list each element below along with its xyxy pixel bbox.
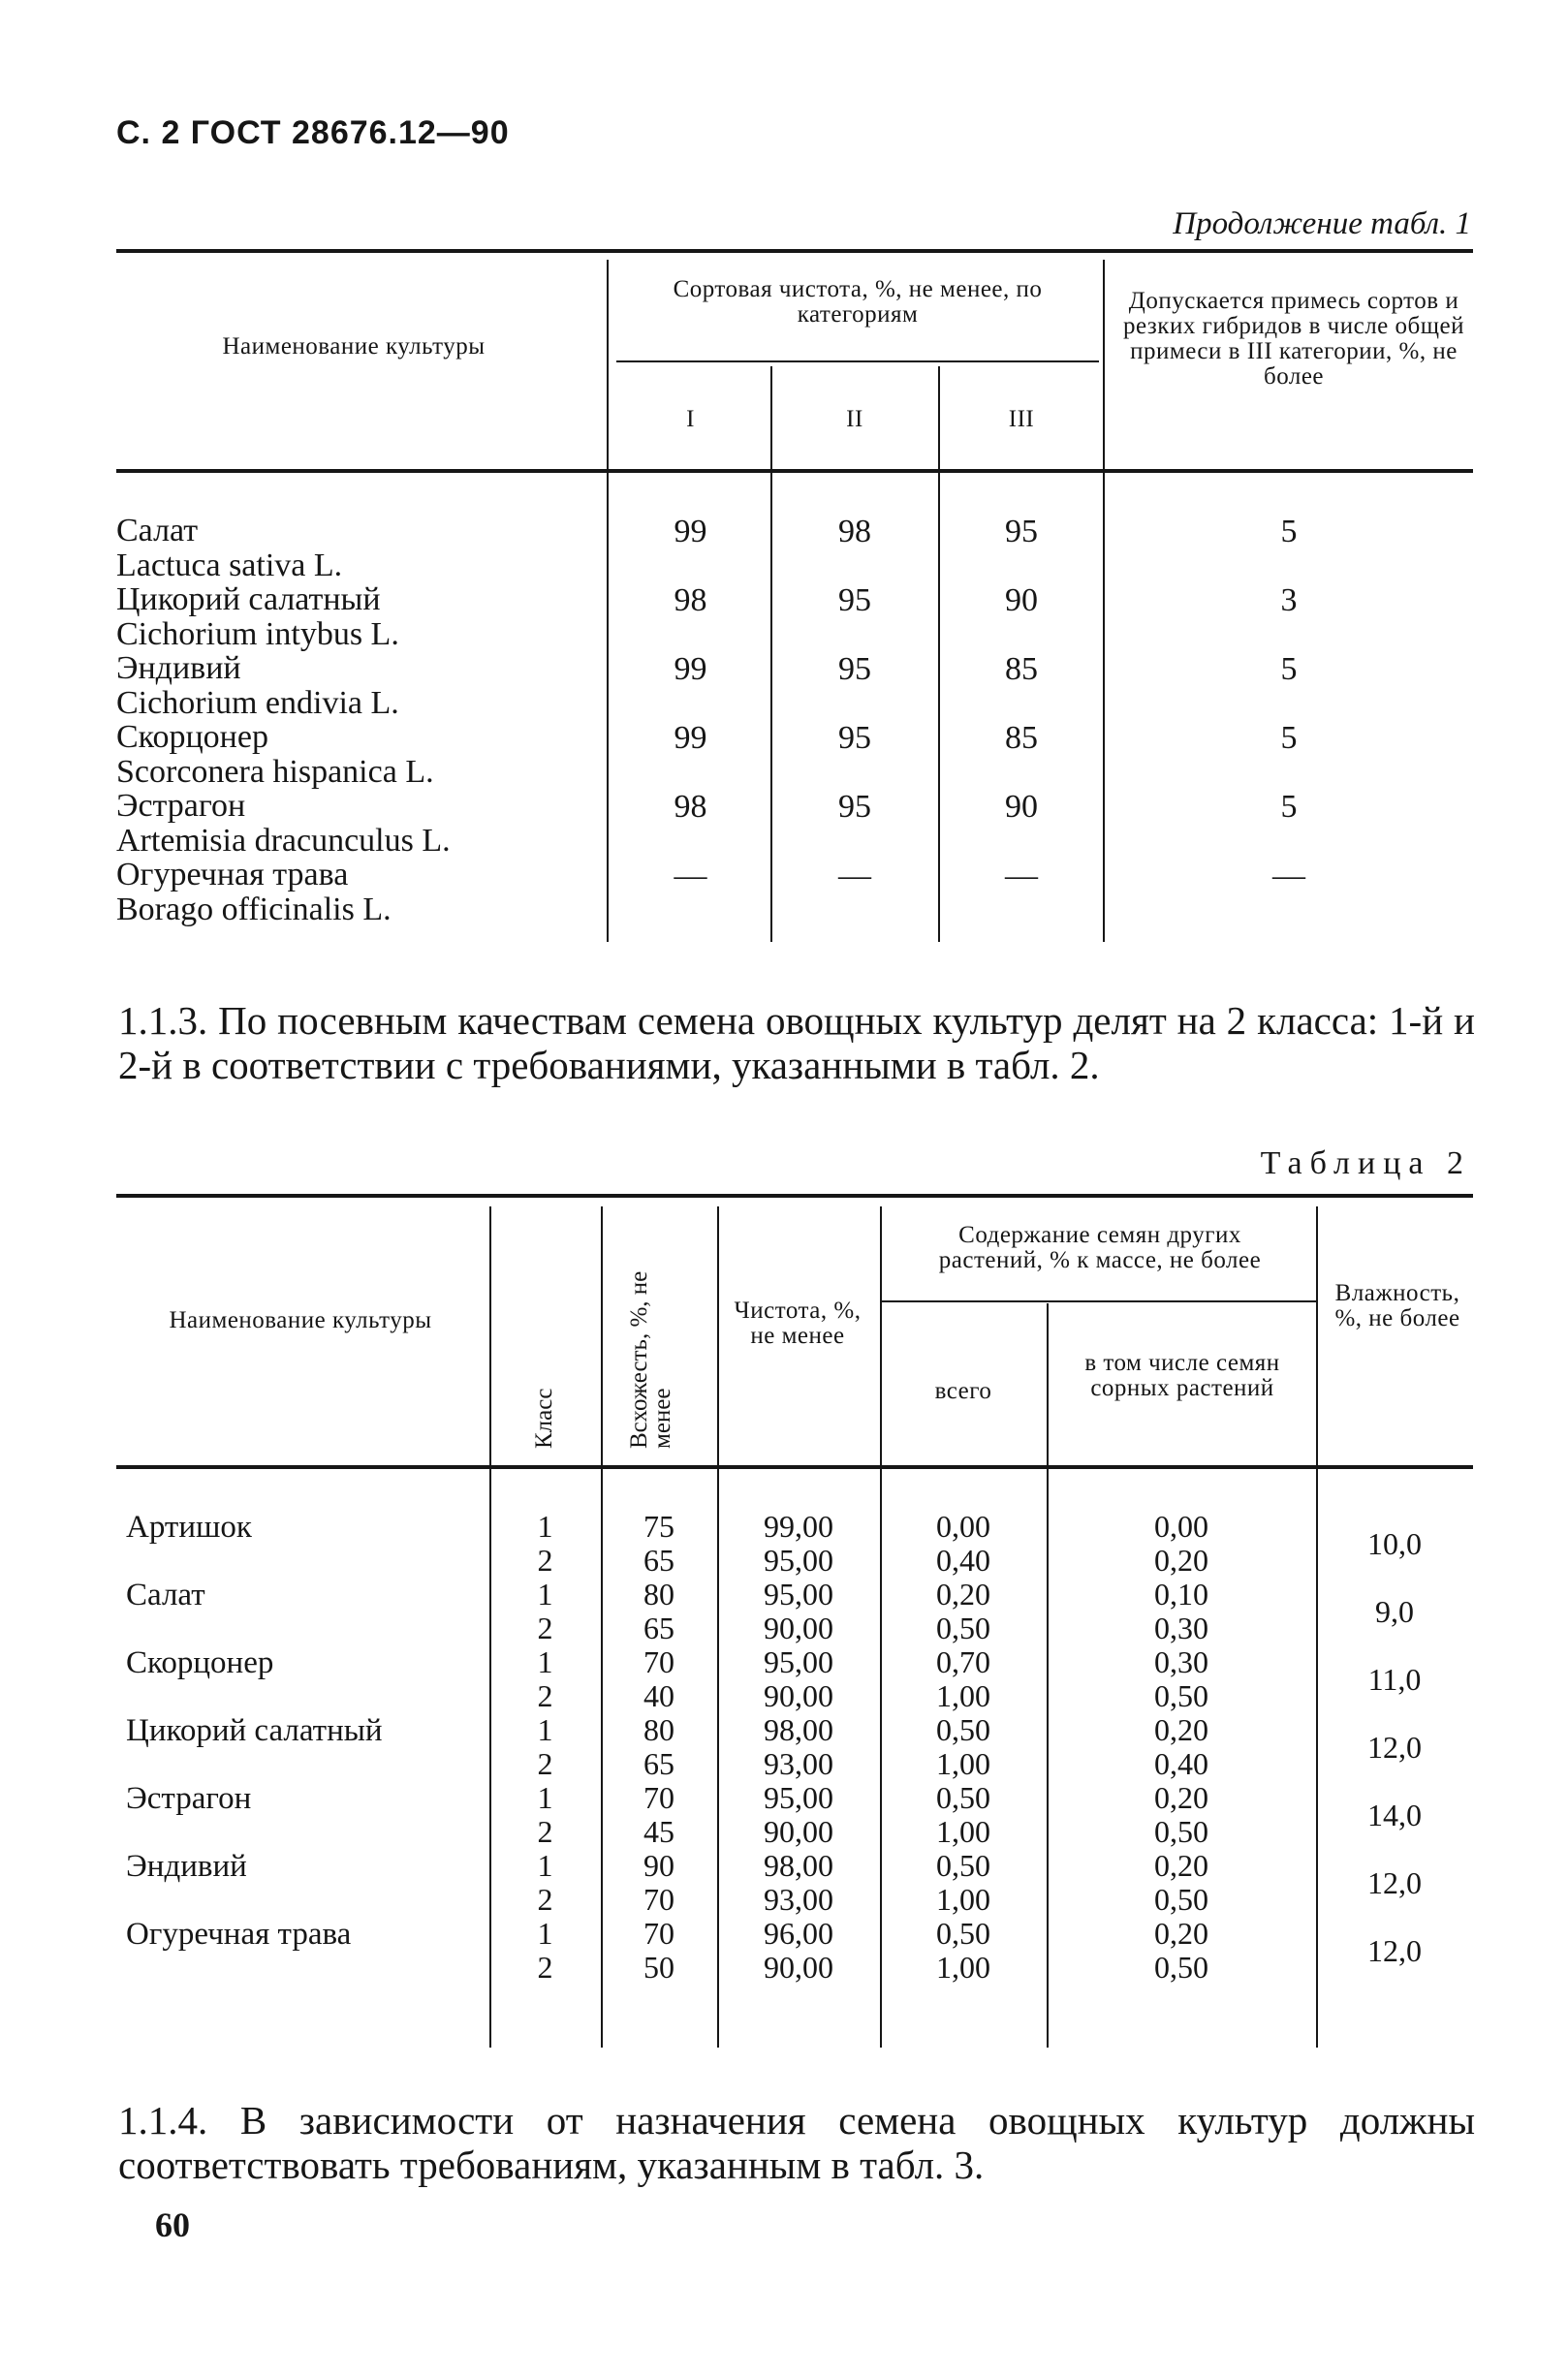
table2-cell-klass: 1 2 [537, 1509, 553, 1578]
table1-row-name: Салат [116, 513, 199, 548]
table1-cell-admix: 3 [1280, 582, 1298, 618]
table2-cell-germ: 80 65 [643, 1577, 674, 1645]
table1-cell-c2: 95 [838, 651, 871, 687]
table2-cell-klass: 1 2 [537, 1712, 553, 1781]
table2-cell-weeds: 0,10 0,30 [1154, 1577, 1208, 1645]
page-header: С. 2 ГОСТ 28676.12—90 [116, 114, 510, 151]
table1-header-purity: Сортовая чистота, %, не менее, по категориям [673, 276, 1043, 328]
table2-header-other: Содержание семян других растений, % к массе, не более [938, 1222, 1262, 1273]
table1-row-name: Эндивий [116, 650, 241, 686]
table1-row-latin: Cichorium endivia L. [116, 685, 399, 721]
table2-cell-weeds: 0,30 0,50 [1154, 1644, 1208, 1713]
table2-cell-germ: 75 65 [643, 1509, 674, 1578]
table1-col-line [1103, 260, 1105, 942]
paragraph-1-1-4: 1.1.4. В зависимости от назначения семена овощных культур должны соответствовать требованиям, указанным в табл. 3. [118, 2098, 1475, 2187]
table2-cell-moist: 9,0 [1375, 1594, 1414, 1629]
table1-cell-c1: 98 [674, 582, 707, 618]
table2-cell-germ: 80 65 [643, 1712, 674, 1781]
table1-row-name: Огуречная трава [116, 857, 349, 892]
table2-top-rule [116, 1194, 1473, 1198]
table1-cell-c2: 95 [838, 720, 871, 756]
table1-col-line [607, 260, 609, 942]
table1-cell-c1: — [674, 858, 707, 893]
table2-header-name: Наименование культуры [169, 1307, 432, 1333]
table1-cell-c3: 85 [1005, 720, 1038, 756]
table2-subheader-rule [882, 1300, 1316, 1302]
table1-cell-c2: 95 [838, 789, 871, 825]
table2-cell-purity: 95,00 90,00 [764, 1780, 833, 1849]
table2-cell-total: 0,50 1,00 [936, 1780, 990, 1849]
table2-header-germ: Всхожесть, %, не менее [626, 1270, 675, 1449]
table1-cell-c3: 85 [1005, 651, 1038, 687]
table2-cell-purity: 96,00 90,00 [764, 1916, 833, 1985]
table2-title: Таблица 2 [1260, 1145, 1471, 1181]
table2-row-name: Цикорий салатный [126, 1713, 383, 1748]
table2-cell-moist: 12,0 [1367, 1933, 1422, 1968]
table1-header-admix: Допускается примесь сортов и резких гибридов в числе общей примеси в III категории, %, не более [1123, 288, 1464, 390]
table1-row-latin: Borago officinalis L. [116, 892, 392, 927]
table1-header-rule [116, 469, 1473, 473]
table2-cell-moist: 12,0 [1367, 1730, 1422, 1765]
table2-cell-klass: 1 2 [537, 1780, 553, 1849]
table2-row-name: Огуречная трава [126, 1917, 352, 1952]
table2-row-name: Артишок [126, 1510, 252, 1545]
table1-row-latin: Artemisia dracunculus L. [116, 823, 451, 859]
table1-continuation: Продолжение табл. 1 [1173, 206, 1471, 241]
table2-header-weeds: в том числе семян сорных растений [1084, 1350, 1280, 1401]
table2-cell-total: 0,00 0,40 [936, 1509, 990, 1578]
table2-cell-germ: 70 50 [643, 1916, 674, 1985]
table2-cell-moist: 11,0 [1367, 1662, 1422, 1697]
table1-header-cat1: I [686, 406, 695, 432]
table1-row-name: Скорцонер [116, 719, 268, 755]
table2-cell-klass: 1 2 [537, 1577, 553, 1645]
table1-row-name: Эстрагон [116, 788, 246, 824]
table2-header-purity: Чистота, %, не менее [734, 1298, 862, 1349]
table2-cell-purity: 98,00 93,00 [764, 1848, 833, 1917]
table2-cell-klass: 1 2 [537, 1916, 553, 1985]
table1-cell-c3: 90 [1005, 789, 1038, 825]
table1-row-name: Цикорий салатный [116, 581, 381, 617]
table2-cell-total: 0,50 1,00 [936, 1916, 990, 1985]
table1-cell-c3: 95 [1005, 514, 1038, 549]
table1-header-cat2: II [846, 406, 863, 432]
table2-cell-total: 0,70 1,00 [936, 1644, 990, 1713]
table2-cell-total: 0,20 0,50 [936, 1577, 990, 1645]
table1-cell-c3: 90 [1005, 582, 1038, 618]
table1-cell-admix: 5 [1280, 514, 1298, 549]
table1-row-latin: Scorconera hispanica L. [116, 754, 434, 790]
table1-cell-admix: 5 [1280, 651, 1298, 687]
table2-cell-germ: 70 40 [643, 1644, 674, 1713]
table2-cell-moist: 10,0 [1367, 1526, 1422, 1561]
table2-cell-weeds: 0,20 0,50 [1154, 1848, 1208, 1917]
table1-subheader-rule [616, 360, 1099, 362]
table1-cell-c3: — [1005, 858, 1038, 893]
table2-cell-purity: 95,00 90,00 [764, 1577, 833, 1645]
table2-header-rule [116, 1465, 1473, 1469]
table2-row-name: Эстрагон [126, 1781, 252, 1816]
table2-cell-weeds: 0,20 0,50 [1154, 1780, 1208, 1849]
table2-cell-weeds: 0,20 0,50 [1154, 1916, 1208, 1985]
table2-cell-weeds: 0,00 0,20 [1154, 1509, 1208, 1578]
table2-row-name: Эндивий [126, 1849, 247, 1884]
table1-row-latin: Cichorium intybus L. [116, 616, 399, 652]
table2-cell-germ: 90 70 [643, 1848, 674, 1917]
table1-cell-c1: 98 [674, 789, 707, 825]
table1-header-cat3: III [1008, 406, 1035, 432]
table1-cell-c2: 95 [838, 582, 871, 618]
paragraph-1-1-3: 1.1.3. По посевным качествам семена овощных культур делят на 2 класса: 1-й и 2-й в соответствии с требованиями, указанными в табл. 2. [118, 998, 1475, 1087]
table2-cell-klass: 1 2 [537, 1644, 553, 1713]
table1-cell-c1: 99 [674, 514, 707, 549]
table2-cell-weeds: 0,20 0,40 [1154, 1712, 1208, 1781]
table2-header-moist: Влажность, %, не более [1334, 1280, 1460, 1331]
table1-header-name: Наименование культуры [222, 333, 486, 360]
table1-cell-admix: — [1272, 858, 1305, 893]
table1-cell-admix: 5 [1280, 720, 1298, 756]
table2-cell-purity: 99,00 95,00 [764, 1509, 833, 1578]
table1-cell-admix: 5 [1280, 789, 1298, 825]
table2-row-name: Салат [126, 1578, 205, 1612]
table2-header-total: всего [934, 1378, 992, 1404]
table1-cell-c2: — [838, 858, 871, 893]
table2-row-name: Скорцонер [126, 1645, 274, 1680]
table1-cell-c1: 99 [674, 651, 707, 687]
table1-cell-c2: 98 [838, 514, 871, 549]
table2-cell-total: 0,50 1,00 [936, 1712, 990, 1781]
table2-cell-moist: 12,0 [1367, 1865, 1422, 1900]
table1-row-latin: Lactuca sativa L. [116, 548, 343, 583]
table2-cell-purity: 98,00 93,00 [764, 1712, 833, 1781]
table2-cell-purity: 95,00 90,00 [764, 1644, 833, 1713]
table1-cell-c1: 99 [674, 720, 707, 756]
table2-cell-germ: 70 45 [643, 1780, 674, 1849]
page-number: 60 [155, 2206, 190, 2244]
table1-top-rule [116, 249, 1473, 253]
table2-cell-klass: 1 2 [537, 1848, 553, 1917]
table2-header-klass: Класс [531, 1388, 557, 1449]
table2-cell-moist: 14,0 [1367, 1798, 1422, 1832]
table2-cell-total: 0,50 1,00 [936, 1848, 990, 1917]
